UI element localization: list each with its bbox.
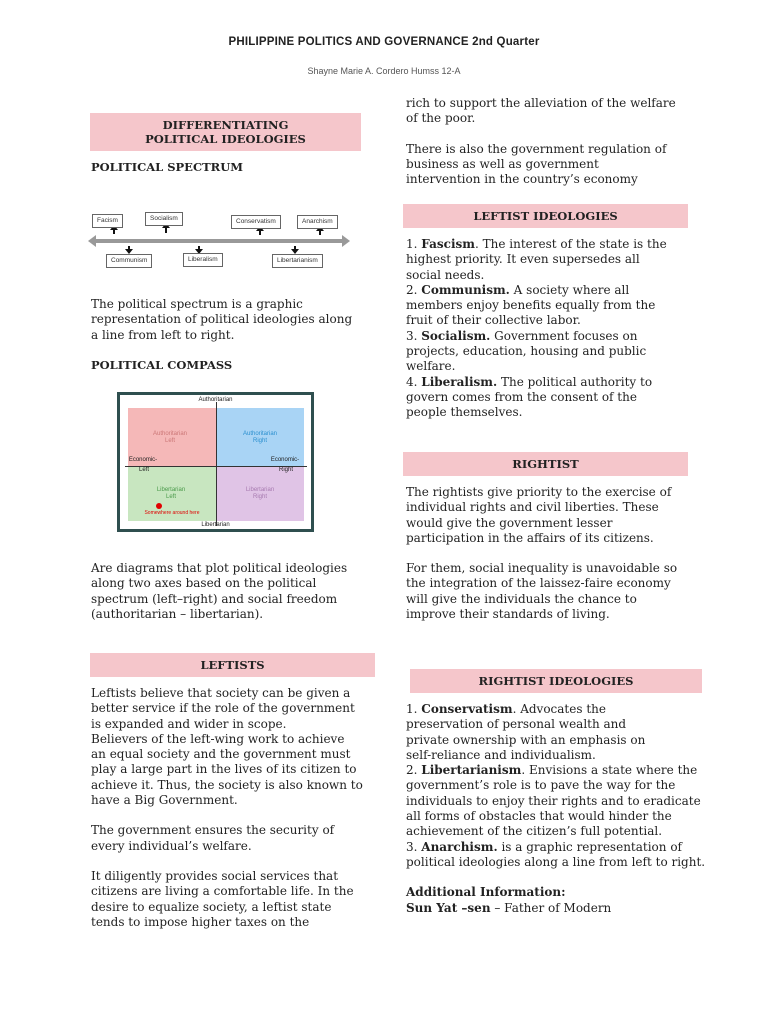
label-authoritarian-right bbox=[230, 431, 290, 445]
label-authoritarian-right-b: Right bbox=[252, 438, 267, 444]
vertical-axis bbox=[216, 402, 217, 526]
item-text: The political authority to govern comes from the consent of the people themselves. bbox=[406, 374, 653, 420]
author-line: Shayne Marie A. Cordero Humss 12-A bbox=[307, 66, 461, 76]
item-text: . Envisions a state where the government’s role is to pave the way for the individuals to enjoy their rights and to eradicate all forms of obstacles that would hinder the achievement of the citizen’s full potential. bbox=[406, 763, 701, 839]
item-number: 2. bbox=[406, 282, 422, 297]
spectrum-conservatism: Conservatism bbox=[231, 215, 281, 229]
compass-left-label-b: Left bbox=[138, 467, 149, 473]
banner-differentiating-text: DIFFERENTIATING POLITICAL IDEOLOGIES bbox=[145, 118, 306, 146]
item-term: Fascism bbox=[421, 237, 475, 251]
spectrum-liberalism: Liberalism bbox=[183, 253, 223, 267]
political-compass-diagram bbox=[117, 392, 314, 532]
political-compass-heading: POLITICAL COMPASS bbox=[91, 358, 233, 372]
additional-term: Sun Yat –sen bbox=[406, 900, 491, 915]
banner-rightist-ideologies-text: RIGHTIST IDEOLOGIES bbox=[478, 674, 634, 688]
leftists-paragraph-4: It diligently provides social services that citizens are living a comfortable life. In the desire to equalize society, a leftist state tends to impose higher taxes on the bbox=[91, 868, 354, 929]
continuation-paragraph-2: There is also the government regulation of business as well as government intervention in the country’s economy bbox=[406, 141, 667, 187]
spectrum-facism: Facism bbox=[92, 214, 123, 228]
item-term: Socialism. bbox=[421, 328, 491, 343]
additional-text: – Father of Modern bbox=[490, 900, 612, 915]
compass-right-label bbox=[268, 457, 302, 464]
item-number: 3. bbox=[406, 328, 422, 343]
compass-right-label-a: Economic- bbox=[270, 457, 300, 463]
spectrum-description: The political spectrum is a graphic representation of political ideologies along a line from left to right. bbox=[91, 297, 353, 342]
position-marker bbox=[156, 503, 162, 509]
banner-rightist bbox=[403, 452, 688, 476]
spectrum-communism: Communism bbox=[106, 254, 152, 268]
item-term: Libertarianism bbox=[421, 763, 522, 778]
additional-heading bbox=[406, 885, 706, 900]
spectrum-libertarianism: Libertarianism bbox=[272, 254, 323, 268]
item-term: Communism. bbox=[421, 282, 510, 297]
rightist-paragraph-2: For them, social inequality is unavoidable so the integration of the laissez-faire economy will give the individuals the chance to improve their standards of living. bbox=[406, 561, 678, 622]
leftists-paragraph-1: Leftists believe that society can be given a better service if the role of the government is expanded and wider in scope. bbox=[91, 686, 355, 731]
leftist-item-communism bbox=[406, 283, 676, 329]
leftists-paragraph-3: The government ensures the security of every individual’s welfare. bbox=[91, 823, 335, 853]
label-authoritarian-left-b: Left bbox=[164, 438, 175, 444]
compass-top-label: Authoritarian bbox=[198, 397, 233, 403]
leftist-ideologies-list bbox=[406, 237, 676, 421]
banner-differentiating bbox=[90, 113, 361, 151]
rightist-item-anarchism bbox=[406, 840, 706, 871]
banner-leftist-ideologies bbox=[403, 204, 688, 228]
item-term: Anarchism. bbox=[421, 839, 498, 854]
banner-rightist-ideologies bbox=[410, 669, 702, 693]
rightist-body bbox=[406, 485, 678, 622]
label-libertarian-right bbox=[230, 487, 290, 501]
leftist-item-liberalism bbox=[406, 375, 676, 421]
rightist-paragraph-1: The rightists give priority to the exercise of individual rights and civil liberties. These would give the government lesser participation in the affairs of its citizens. bbox=[406, 485, 672, 545]
rightist-item-conservatism bbox=[406, 702, 666, 763]
continuation-paragraph-1: rich to support the alleviation of the welfare of the poor. bbox=[406, 96, 676, 126]
item-number: 1. bbox=[406, 237, 422, 251]
banner-rightist-text: RIGHTIST bbox=[512, 457, 579, 471]
leftists-body bbox=[91, 686, 363, 930]
label-authoritarian-left bbox=[140, 431, 200, 445]
item-text: A society where all members enjoy benefits equally from the fruit of their collective labor. bbox=[406, 282, 656, 328]
item-term: Conservatism bbox=[421, 702, 513, 716]
spectrum-anarchism: Anarchism bbox=[297, 215, 338, 229]
political-spectrum-diagram bbox=[88, 200, 350, 272]
compass-description: Are diagrams that plot political ideologies along two axes based on the political spectrum (left–right) and social freedom (authoritarian – libertarian). bbox=[91, 561, 348, 621]
label-libertarian-left-b: Left bbox=[165, 494, 176, 500]
label-libertarian-right-a: Libertarian bbox=[245, 487, 275, 493]
item-number: 4. bbox=[406, 374, 422, 389]
political-spectrum-heading: POLITICAL SPECTRUM bbox=[91, 160, 243, 174]
item-number: 3. bbox=[406, 839, 422, 854]
right-continuation bbox=[406, 96, 676, 187]
item-text: is a graphic representation of political ideologies along a line from left to right. bbox=[406, 839, 706, 869]
compass-left-label bbox=[126, 457, 160, 464]
document-title: PHILIPPINE POLITICS AND GOVERNANCE 2nd Quarter bbox=[228, 36, 540, 48]
compass-right-label-b: Right bbox=[278, 467, 293, 473]
marker-caption: Somewhere around here bbox=[144, 510, 200, 516]
rightist-item-libertarianism bbox=[406, 763, 706, 839]
compass-left-label-a: Economic- bbox=[128, 457, 158, 463]
compass-bottom-label: Libertarian bbox=[201, 522, 230, 528]
banner-leftist-ideologies-text: LEFTIST IDEOLOGIES bbox=[473, 209, 618, 223]
item-number: 2. bbox=[406, 763, 422, 778]
item-text: Government focuses on projects, education, housing and public welfare. bbox=[406, 328, 647, 374]
label-libertarian-right-b: Right bbox=[252, 494, 267, 500]
label-authoritarian-right-a: Authoritarian bbox=[242, 431, 278, 437]
leftist-item-socialism bbox=[406, 329, 676, 375]
banner-leftists bbox=[90, 653, 375, 677]
rightist-ideologies-list bbox=[406, 702, 706, 916]
spectrum-socialism: Socialism bbox=[145, 212, 183, 226]
item-text: . Advocates the preservation of personal wealth and private ownership with an emphasis on self-reliance and individualism. bbox=[406, 702, 646, 762]
label-authoritarian-left-a: Authoritarian bbox=[152, 431, 188, 437]
leftist-item-fascism bbox=[406, 237, 676, 283]
additional-line bbox=[406, 901, 706, 916]
label-libertarian-left bbox=[142, 487, 200, 501]
item-number: 1. bbox=[406, 702, 422, 716]
banner-leftists-text: LEFTISTS bbox=[200, 658, 265, 672]
item-text: . The interest of the state is the highest priority. It even supersedes all social needs. bbox=[406, 237, 667, 282]
additional-heading-text: Additional Information: bbox=[406, 885, 566, 900]
item-term: Liberalism. bbox=[421, 374, 498, 389]
leftists-paragraph-2: Believers of the left-wing work to achieve an equal society and the government must play a large part in the lives of its citizen to achieve it. Thus, the society is also known to have a Big Government. bbox=[91, 731, 363, 808]
label-libertarian-left-a: Libertarian bbox=[156, 487, 186, 493]
